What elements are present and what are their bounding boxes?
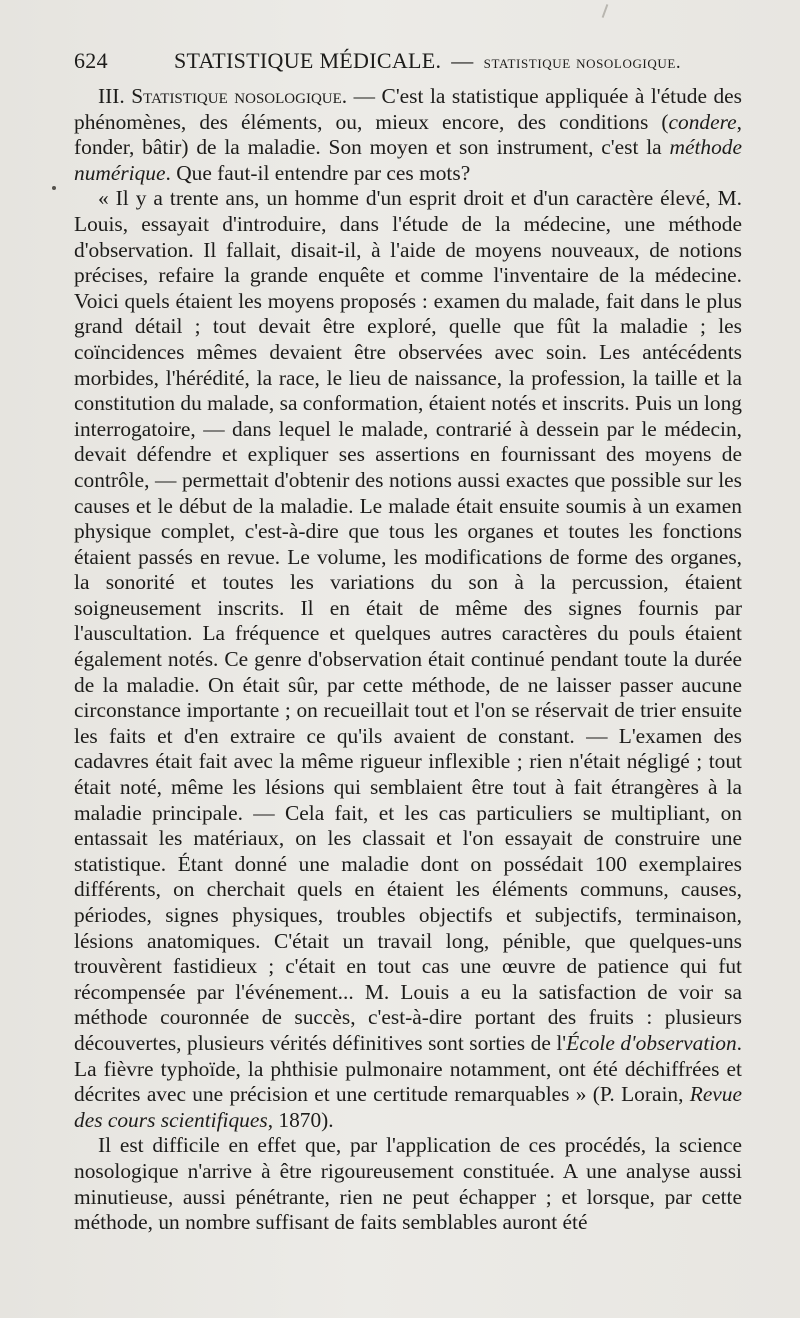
paragraph-2-text-2: . La fièvre typhoïde, la phthisie pulmonaire notamment, ont été déchiffrées et décrites avec une précision et une certitude remarquables » (P. Lorain, xyxy=(74,1030,742,1107)
page-number: 624 xyxy=(74,48,108,73)
running-header xyxy=(74,48,742,74)
section-title: Statistique nosologique. xyxy=(131,84,348,108)
paragraph-2-quotation xyxy=(74,186,742,1133)
paragraph-2-text-3: , 1870). xyxy=(267,1107,334,1132)
paragraph-1 xyxy=(74,84,742,186)
header-title: STATISTIQUE MÉDICALE. xyxy=(174,48,442,73)
paragraph-1-italic-methode: méthode numérique xyxy=(74,135,742,185)
section-number: III. xyxy=(98,84,125,108)
paragraph-1-italic-condere: condere xyxy=(668,109,737,134)
paragraph-1-text-3: . Que faut-il entendre par ces mots? xyxy=(165,160,471,185)
paragraph-1-text: — C'est la statistique appliquée à l'étude des phénomènes, des éléments, ou, mieux encore, des conditions ( xyxy=(74,84,742,134)
header-subtitle: statistique nosologique. xyxy=(483,52,682,73)
body-text xyxy=(74,84,742,1236)
paragraph-2-text: « Il y a trente ans, un homme d'un esprit droit et d'un caractère élevé, M. Louis, essayait d'introduire, dans l'étude de la médecine, une méthode d'observation. Il fallait, disait-il, à l'aide de moyens nouveaux, de notions précises, refaire la grande enquête et comme l'inventaire de la médecine. Voici quels étaient les moyens proposés : examen du malade, fait dans le plus grand détail ; tout devait être exploré, quelle que fût la maladie ; les coïncidences mêmes devaient être observées avec soin. Les antécédents morbides, l'hérédité, la race, le lieu de naissance, la profession, la taille et la constitution du malade, sa conformation, étaient notés et inscrits. Puis un long interrogatoire, — dans lequel le malade, contrarié à dessein par le médecin, devait défendre et expliquer ses assertions en fournissant des moyens de contrôle, — permettait d'obtenir des notions aussi exactes que possible sur les causes et le début de la maladie. Le malade était ensuite soumis à un examen physique complet, c'est-à-dire que tous les organes et toutes les fonctions étaient passés en revue. Le volume, les modifications de forme des organes, la sonorité et toutes les variations du son à la percussion, étaient soigneusement inscrits. Il en était de même des signes fournis par l'auscultation. La fréquence et quelques autres caractères du pouls étaient également notés. Ce genre d'observation était continué pendant toute la durée de la maladie. On était sûr, par cette méthode, de ne laisser passer aucune circonstance importante ; on recueillait tout et l'on se réservait de trier ensuite les faits et d'en extraire ce qu'ils avaient de constant. — L'examen des cadavres était fait avec la même rigueur inflexible ; rien n'était négligé ; tout était noté, même les lésions qui semblaient être tout à fait étrangères à la maladie principale. — Cela fait, et les cas particuliers se multipliant, on entassait les matériaux, on les classait et l'on essayait de construire une statistique. Étant donné une maladie dont on possédait 100 exemplaires différents, on cherchait quels en étaient les éléments communs, causes, périodes, signes physiques, troubles objectifs et subjectifs, terminaison, lésions anatomiques. C'était un travail long, pénible, que quelques-uns trouvèrent fastidieux ; c'était en tout cas une œuvre de patience qui fut récompensée par l'événement... M. Louis a eu la satisfaction de voir sa méthode couronnée de succès, c'est-à-dire portant des fruits : plusieurs découvertes, plusieurs vérités définitives sont sorties de l' xyxy=(74,186,742,1055)
paragraph-1-text-2: , fonder, bâtir) de la maladie. Son moyen et son instrument, c'est la xyxy=(74,109,742,160)
stray-ink-mark xyxy=(602,4,609,18)
running-title xyxy=(174,48,742,74)
paragraph-2-italic-revue: Revue des cours scientifiques xyxy=(74,1082,742,1132)
paragraph-2-italic-ecole: École d'observation xyxy=(566,1030,737,1055)
paragraph-3: Il est difficile en effet que, par l'application de ces procédés, la science nosologique n'arrive à être rigoureusement constituée. A une analyse aussi minutieuse, aussi pénétrante, rien ne peut échapper ; et lorsque, par cette méthode, un nombre suffisant de faits semblables auront été xyxy=(74,1133,742,1235)
margin-dot xyxy=(52,186,56,190)
header-dash: — xyxy=(451,48,474,73)
